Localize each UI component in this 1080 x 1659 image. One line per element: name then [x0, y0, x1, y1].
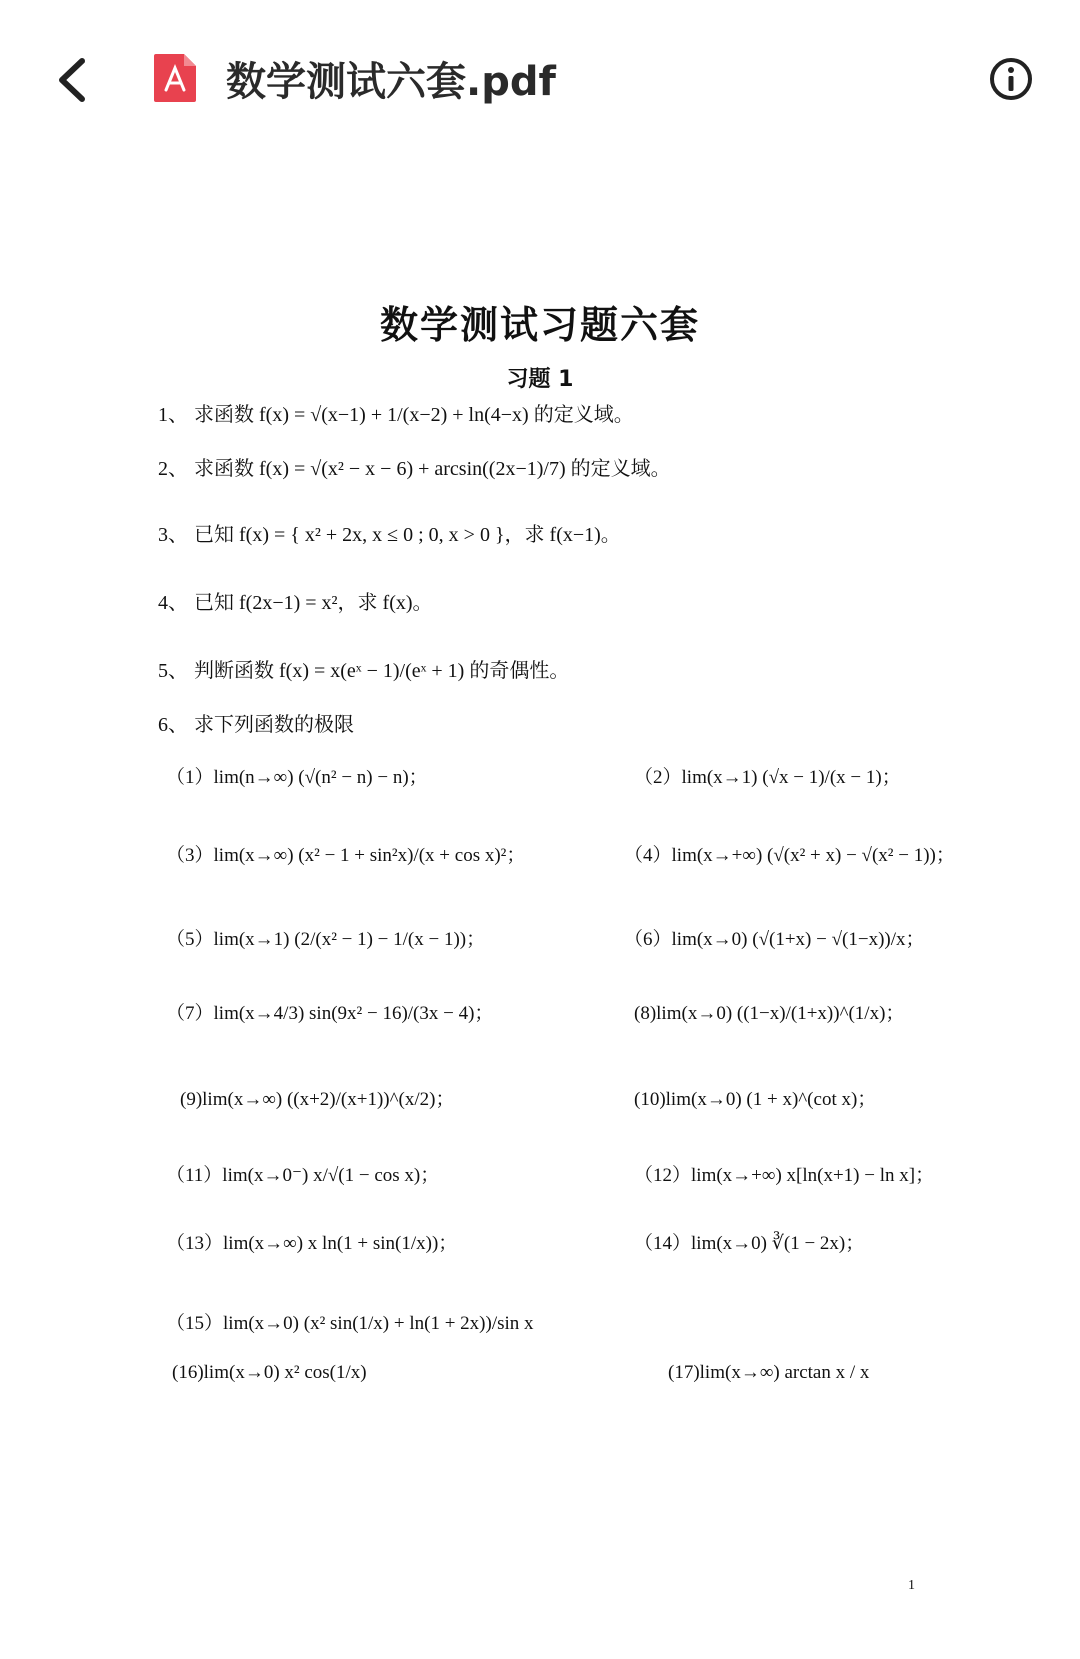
top-toolbar: [0, 0, 1080, 150]
pdf-page: [0, 150, 1080, 1659]
question-4: 4、 已知 f(2x−1) = x²，求 f(x)。: [158, 592, 433, 614]
page-number: 1: [908, 1578, 915, 1593]
limit-item: (17)lim(x→∞) arctan x / x: [668, 1362, 870, 1383]
limit-item: （12）lim(x→+∞) x[ln(x+1) − ln x]；: [634, 1165, 935, 1186]
limit-item: （2）lim(x→1) (√x − 1)/(x − 1)；: [634, 767, 901, 788]
pdf-file-icon: [152, 52, 198, 104]
document-title: 数学测试习题六套: [379, 303, 700, 347]
limit-item: (9)lim(x→∞) ((x+2)/(x+1))^(x/2)；: [180, 1089, 455, 1110]
question-1: 1、 求函数 f(x) = √(x−1) + 1/(x−2) + ln(4−x) 的定义域。: [158, 404, 634, 426]
limit-item: （15）lim(x→0) (x² sin(1/x) + ln(1 + 2x))/sin x: [166, 1313, 534, 1334]
limit-item: （13）lim(x→∞) x ln(1 + sin(1/x))；: [166, 1233, 458, 1254]
limit-item: （5）lim(x→1) (2/(x² − 1) − 1/(x − 1))；: [166, 929, 486, 950]
chevron-left-icon[interactable]: [52, 55, 92, 105]
file-title: 数学测试六套.pdf: [226, 59, 556, 105]
limit-item: （6）lim(x→0) (√(1+x) − √(1−x))/x；: [624, 929, 925, 950]
limit-item: （7）lim(x→4/3) sin(9x² − 16)/(3x − 4)；: [166, 1003, 494, 1024]
question-5: 5、 判断函数 f(x) = x(eˣ − 1)/(eˣ + 1) 的奇偶性。: [158, 660, 570, 682]
question-6: 6、 求下列函数的极限: [158, 714, 354, 736]
limit-item: (8)lim(x→0) ((1−x)/(1+x))^(1/x)；: [634, 1003, 905, 1024]
exercise-heading: 习题 1: [506, 367, 574, 392]
limit-item: （3）lim(x→∞) (x² − 1 + sin²x)/(x + cos x)²；: [166, 845, 526, 866]
question-3: 3、 已知 f(x) = { x² + 2x, x ≤ 0 ; 0, x > 0 }，求 f(x−1)。: [158, 524, 621, 546]
limit-item: （1）lim(n→∞) (√(n² − n) − n)；: [166, 767, 428, 788]
question-2: 2、 求函数 f(x) = √(x² − x − 6) + arcsin((2x−1)/7) 的定义域。: [158, 458, 671, 480]
limit-item: （11）lim(x→0⁻) x/√(1 − cos x)；: [166, 1165, 440, 1186]
info-icon[interactable]: [988, 56, 1034, 102]
limit-item: （4）lim(x→+∞) (√(x² + x) − √(x² − 1))；: [624, 845, 955, 866]
limit-item: (16)lim(x→0) x² cos(1/x): [172, 1362, 367, 1383]
limit-item: (10)lim(x→0) (1 + x)^(cot x)；: [634, 1089, 877, 1110]
limit-item: （14）lim(x→0) ∛(1 − 2x)；: [634, 1233, 865, 1254]
